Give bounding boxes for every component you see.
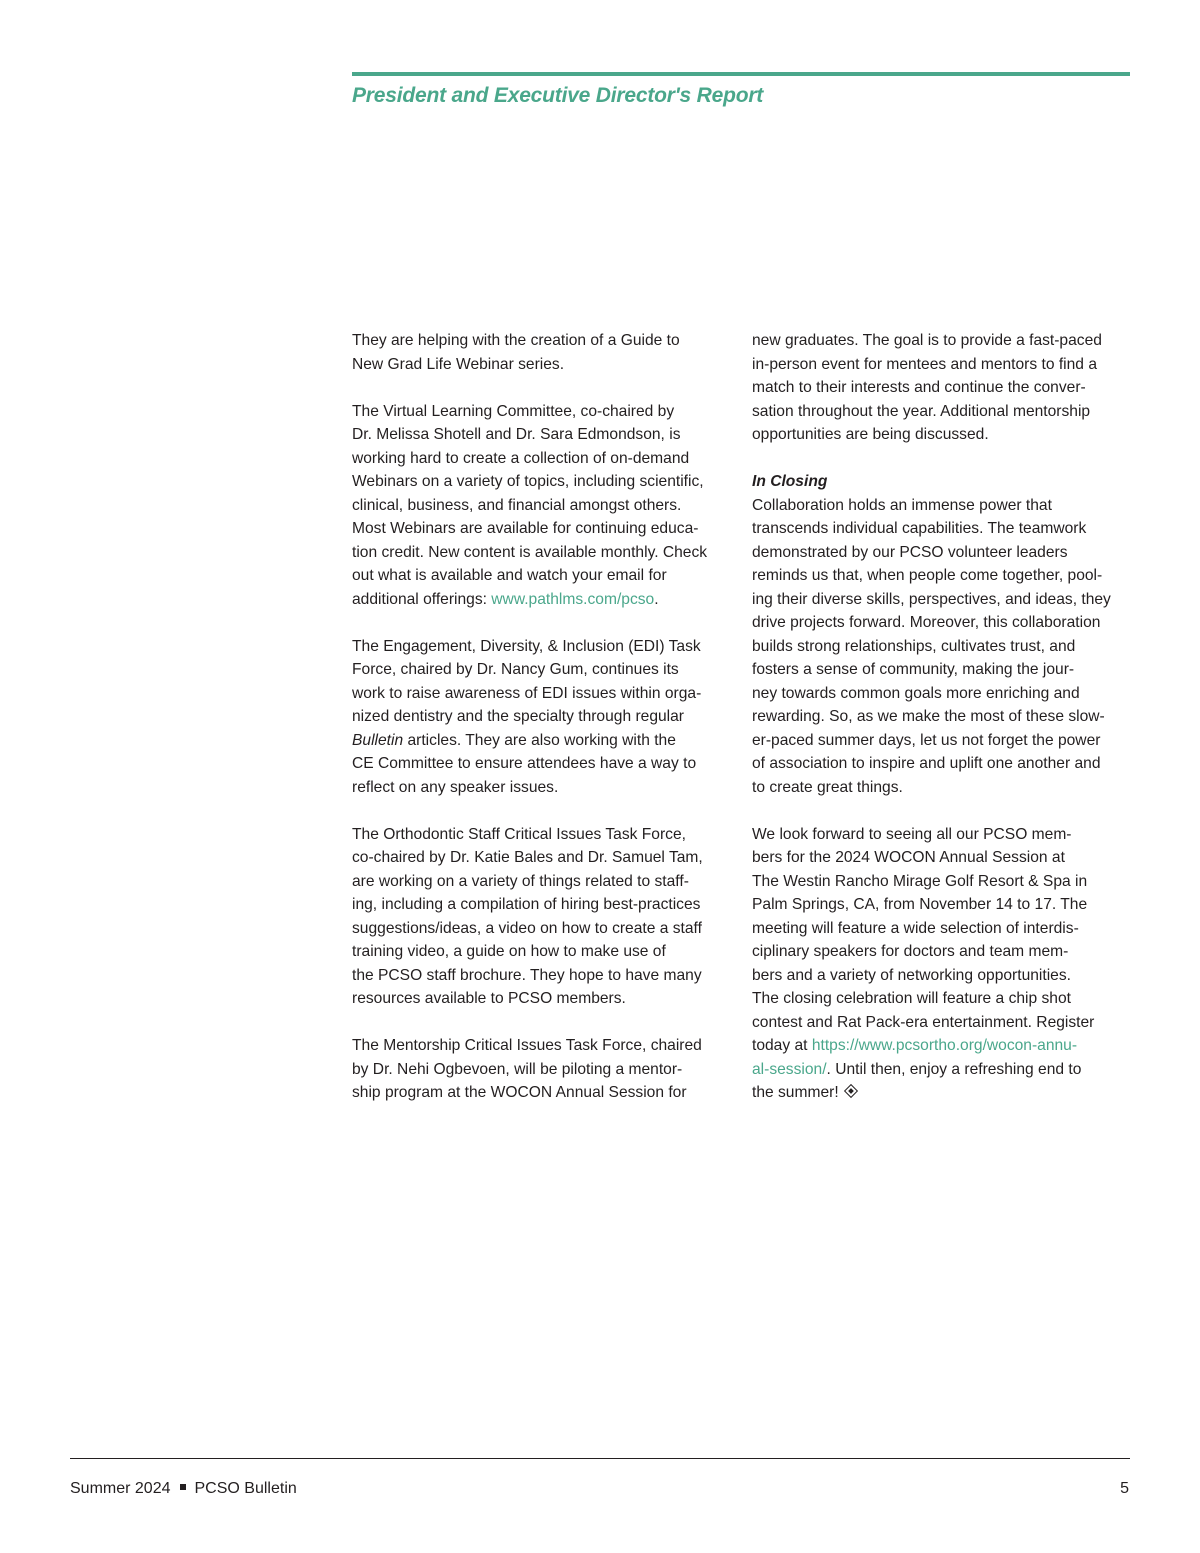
text-line: Webinars on a variety of topics, including scientific,	[352, 473, 704, 490]
wocon-link[interactable]: https://www.pcsortho.org/wocon-annu-	[811, 1037, 1078, 1054]
left-column	[352, 329, 734, 1105]
paragraph-wocon	[752, 823, 1130, 1105]
paragraph-mentorship	[352, 1034, 734, 1105]
text-line: suggestions/ideas, a video on how to create a staff	[352, 919, 702, 937]
text-line: sation throughout the year. Additional mentorship	[752, 402, 1091, 420]
page-footer	[70, 1480, 1130, 1498]
text-line: opportunities are being discussed.	[752, 426, 989, 443]
square-bullet-icon	[180, 1484, 186, 1490]
wocon-link-continued[interactable]: al-session/	[752, 1060, 827, 1078]
page-number: 5	[1120, 1480, 1129, 1497]
text-line: New Grad Life Webinar series.	[352, 355, 565, 373]
text-line: ciplinary speakers for doctors and team mem-	[752, 943, 1069, 960]
text-line: training video, a guide on how to make use of	[352, 943, 666, 960]
text-line	[752, 1058, 1130, 1082]
text-line	[352, 588, 734, 612]
text-line: The Mentorship Critical Issues Task Force, chaired	[352, 1037, 702, 1054]
text-line	[752, 1034, 1130, 1058]
text-line	[352, 729, 734, 753]
diamond-end-mark-icon	[844, 1084, 858, 1098]
text-fragment: articles. They are also working with the	[403, 731, 676, 749]
paragraph-new-graduates	[752, 329, 1130, 447]
text-line: tion credit. New content is available monthly. Check	[352, 543, 708, 561]
text-fragment: the summer!	[752, 1084, 839, 1101]
text-line: match to their interests and continue the conver-	[752, 379, 1086, 396]
text-line: The closing celebration will feature a chip shot	[752, 990, 1071, 1007]
text-line: The Engagement, Diversity, & Inclusion (EDI) Task	[352, 637, 701, 655]
text-line: meeting will feature a wide selection of interdis-	[752, 919, 1079, 937]
text-line	[752, 1081, 1130, 1105]
text-fragment: . Until then, enjoy a refreshing end to	[826, 1060, 1082, 1078]
text-line: transcends individual capabilities. The teamwork	[752, 520, 1087, 537]
text-fragment: .	[654, 590, 659, 608]
text-line: by Dr. Nehi Ogbevoen, will be piloting a mentor-	[352, 1060, 683, 1078]
text-line: in-person event for mentees and mentors to find a	[752, 355, 1097, 373]
header-rule	[352, 72, 1130, 76]
text-fragment: today at	[752, 1037, 812, 1054]
footer-rule	[70, 1458, 1130, 1459]
text-line: The Virtual Learning Committee, co-chaired by	[352, 402, 675, 420]
text-line: ing their diverse skills, perspectives, and ideas, they	[752, 590, 1111, 608]
text-line: new graduates. The goal is to provide a fast-paced	[752, 332, 1102, 349]
text-line: are working on a variety of things related to staff-	[352, 872, 689, 890]
text-line: clinical, business, and financial amongst others.	[352, 496, 682, 514]
bulletin-italic: Bulletin	[352, 731, 404, 749]
text-line: fosters a sense of community, making the jour-	[752, 661, 1075, 678]
text-line: Palm Springs, CA, from November 14 to 17. The	[752, 896, 1088, 913]
text-line: ney towards common goals more enriching and	[752, 684, 1080, 702]
text-line: the PCSO staff brochure. They hope to have many	[352, 966, 702, 984]
text-line: reminds us that, when people come together, pool-	[752, 567, 1103, 584]
text-line: ing, including a compilation of hiring best-practices	[352, 896, 701, 913]
text-line: working hard to create a collection of on-demand	[352, 449, 690, 467]
text-line: of association to inspire and uplift one another and	[752, 755, 1101, 772]
text-line: The Westin Rancho Mirage Golf Resort & Spa in	[752, 872, 1088, 890]
text-fragment: additional offerings:	[352, 590, 492, 608]
text-line: Most Webinars are available for continuing educa-	[352, 520, 699, 537]
text-line: Force, chaired by Dr. Nancy Gum, continues its	[352, 661, 679, 678]
text-line: bers for the 2024 WOCON Annual Session at	[752, 849, 1065, 866]
text-line: resources available to PCSO members.	[352, 990, 626, 1007]
text-line: work to raise awareness of EDI issues within orga-	[352, 684, 702, 702]
text-line: out what is available and watch your email for	[352, 567, 667, 584]
text-line: CE Committee to ensure attendees have a way to	[352, 755, 697, 772]
text-line: demonstrated by our PCSO volunteer leaders	[752, 543, 1068, 561]
text-line: drive projects forward. Moreover, this collaboration	[752, 614, 1101, 631]
footer-issue: Summer 2024	[70, 1480, 171, 1497]
text-line: builds strong relationships, cultivates trust, and	[752, 637, 1076, 655]
section-title: President and Executive Director's Report	[352, 84, 764, 107]
text-line: nized dentistry and the specialty through regular	[352, 708, 684, 725]
paragraph-staff-task-force	[352, 823, 734, 1011]
text-line: Collaboration holds an immense power that	[752, 496, 1052, 514]
text-line: rewarding. So, as we make the most of these slow-	[752, 708, 1105, 725]
text-line: Dr. Melissa Shotell and Dr. Sara Edmondson, is	[352, 426, 681, 443]
paragraph-new-grad	[352, 329, 734, 376]
pathlms-link[interactable]: www.pathlms.com/pcso	[491, 590, 655, 608]
text-line: They are helping with the creation of a Guide to	[352, 332, 680, 349]
text-line: ship program at the WOCON Annual Session for	[352, 1084, 687, 1101]
text-line: The Orthodontic Staff Critical Issues Task Force,	[352, 825, 686, 843]
text-line: to create great things.	[752, 778, 903, 796]
right-column	[752, 329, 1130, 1105]
paragraph-virtual-learning	[352, 400, 734, 612]
text-line: er-paced summer days, let us not forget the power	[752, 731, 1101, 749]
footer-publication: PCSO Bulletin	[194, 1480, 297, 1497]
in-closing-heading: In Closing	[752, 473, 828, 490]
text-line: reflect on any speaker issues.	[352, 778, 559, 796]
text-line: bers and a variety of networking opportunities.	[752, 966, 1071, 984]
text-line: co-chaired by Dr. Katie Bales and Dr. Samuel Tam,	[352, 849, 703, 866]
paragraph-in-closing	[752, 470, 1130, 799]
paragraph-edi	[352, 635, 734, 800]
text-line: contest and Rat Pack-era entertainment. Register	[752, 1013, 1095, 1031]
text-line: We look forward to seeing all our PCSO mem-	[752, 825, 1072, 843]
